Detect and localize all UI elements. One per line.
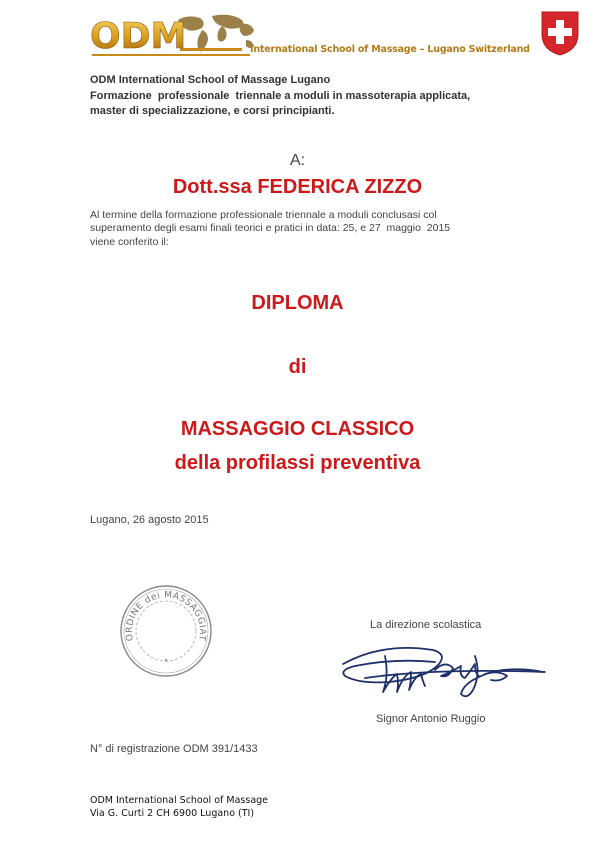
intro-line1: Al termine della formazione professionale triennale a moduli conclusasi col <box>90 209 437 221</box>
issue-date-place: Lugano, 26 agosto 2015 <box>90 514 209 526</box>
signer-name: Signor Antonio Ruggio <box>376 713 486 725</box>
logo-tagline: International School of Massage – Lugano Switzerland <box>250 44 530 55</box>
intro-line2: superamento degli esami finali teorici e pratici in data: 25, e 27 maggio 2015 <box>90 222 451 234</box>
signature-icon <box>335 634 565 710</box>
school-logo <box>90 8 510 70</box>
recipient-name: Dott.ssa FEDERICA ZIZZO <box>172 176 423 198</box>
stamp-icon <box>118 583 214 679</box>
course-title-line1: MASSAGGIO CLASSICO <box>180 418 415 440</box>
swiss-flag-icon <box>540 10 580 56</box>
intro-line3: viene conferito il: <box>90 236 169 248</box>
org-description-line1: Formazione professionale triennale a moduli in massoterapia applicata, <box>90 90 471 102</box>
footer-line2: Via G. Curti 2 CH 6900 Lugano (TI) <box>90 808 255 819</box>
course-title-line2: della profilassi preventiva <box>174 452 421 474</box>
direction-label: La direzione scolastica <box>370 619 482 631</box>
registration-number: N° di registrazione ODM 391/1433 <box>90 743 258 755</box>
svg-text:*: * <box>164 657 168 667</box>
org-description-line2: master di specializzazione, e corsi principianti. <box>90 105 335 117</box>
logo-graphic <box>90 8 510 70</box>
diploma-of: di <box>288 356 307 378</box>
org-name: ODM International School of Massage Lugano <box>90 74 331 86</box>
logo-text: ODM <box>90 16 187 57</box>
recipient-prefix: A: <box>289 152 306 169</box>
svg-text:ORDINE dei MASSAGGIATORI: ORDINE dei MASSAGGIAT <box>124 590 208 642</box>
diploma-title: DIPLOMA <box>251 292 344 314</box>
footer-line1: ODM International School of Massage <box>90 795 269 806</box>
